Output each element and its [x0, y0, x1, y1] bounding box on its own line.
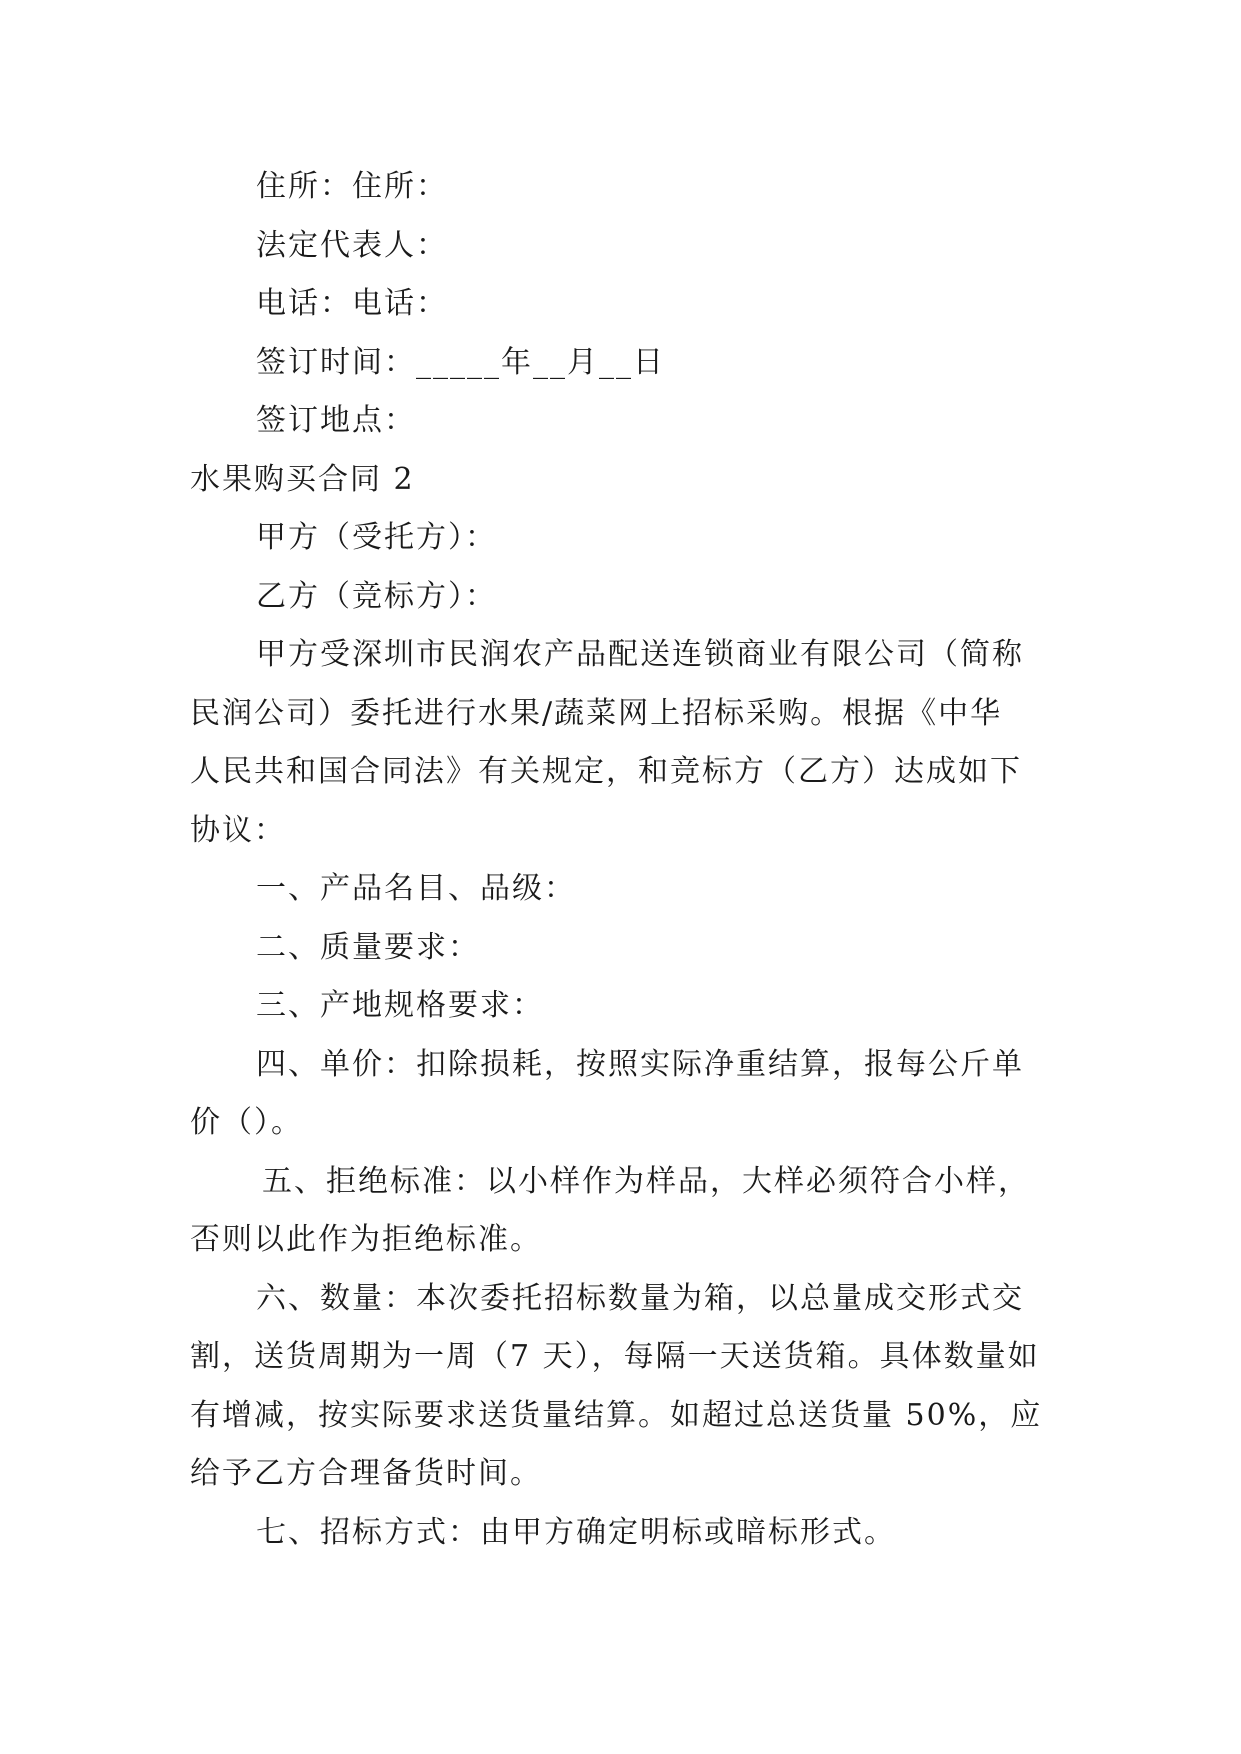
clause-3-line: 三、产地规格要求： [256, 988, 544, 1023]
phone-line: 电话：电话： [256, 286, 448, 321]
clause-6-line: 六、数量：本次委托招标数量为箱，以总量成交形式交 [256, 1280, 1024, 1316]
document-body [190, 158, 1050, 1562]
clause-1-line: 一、产品名目、品级： [256, 871, 576, 906]
legal-representative-line: 法定代表人： [256, 227, 448, 263]
paragraph-line: 协议： [190, 812, 286, 848]
clause-2-line: 二、质量要求： [256, 929, 480, 965]
paragraph-line: 民润公司）委托进行水果/蔬菜网上招标采购。根据《中华 [190, 695, 1003, 731]
clause-6-line: 给予乙方合理备货时间。 [190, 1456, 542, 1491]
clause-5-line: 五、拒绝标准：以小样作为样品，大样必须符合小样， [262, 1163, 1030, 1199]
party-a-line: 甲方（受托方）： [256, 520, 497, 555]
paragraph-line: 甲方受深圳市民润农产品配送连锁商业有限公司（简称 [256, 637, 1024, 672]
clause-6-line: 割，送货周期为一周（7 天），每隔一天送货箱。具体数量如 [190, 1339, 1040, 1374]
contract-title: 水果购买合同 2 [190, 461, 415, 497]
paragraph-line: 人民共和国合同法》有关规定，和竞标方（乙方）达成如下 [190, 754, 1022, 789]
clause-6-line: 有增减，按实际要求送货量结算。如超过总送货量 50%，应 [190, 1397, 1043, 1433]
party-b-line: 乙方（竞标方）： [256, 578, 497, 614]
clause-7-line: 七、招标方式：由甲方确定明标或暗标形式。 [256, 1514, 896, 1550]
address-line: 住所：住所： [256, 169, 448, 204]
clause-4-line: 价（）。 [190, 1105, 303, 1140]
signing-date-line: 签订时间：_____年__月__日 [256, 344, 665, 380]
clause-5-line: 否则以此作为拒绝标准。 [190, 1222, 542, 1257]
clause-4-line: 四、单价：扣除损耗，按照实际净重结算，报每公斤单 [256, 1046, 1024, 1082]
signing-place-line: 签订地点： [256, 403, 416, 438]
